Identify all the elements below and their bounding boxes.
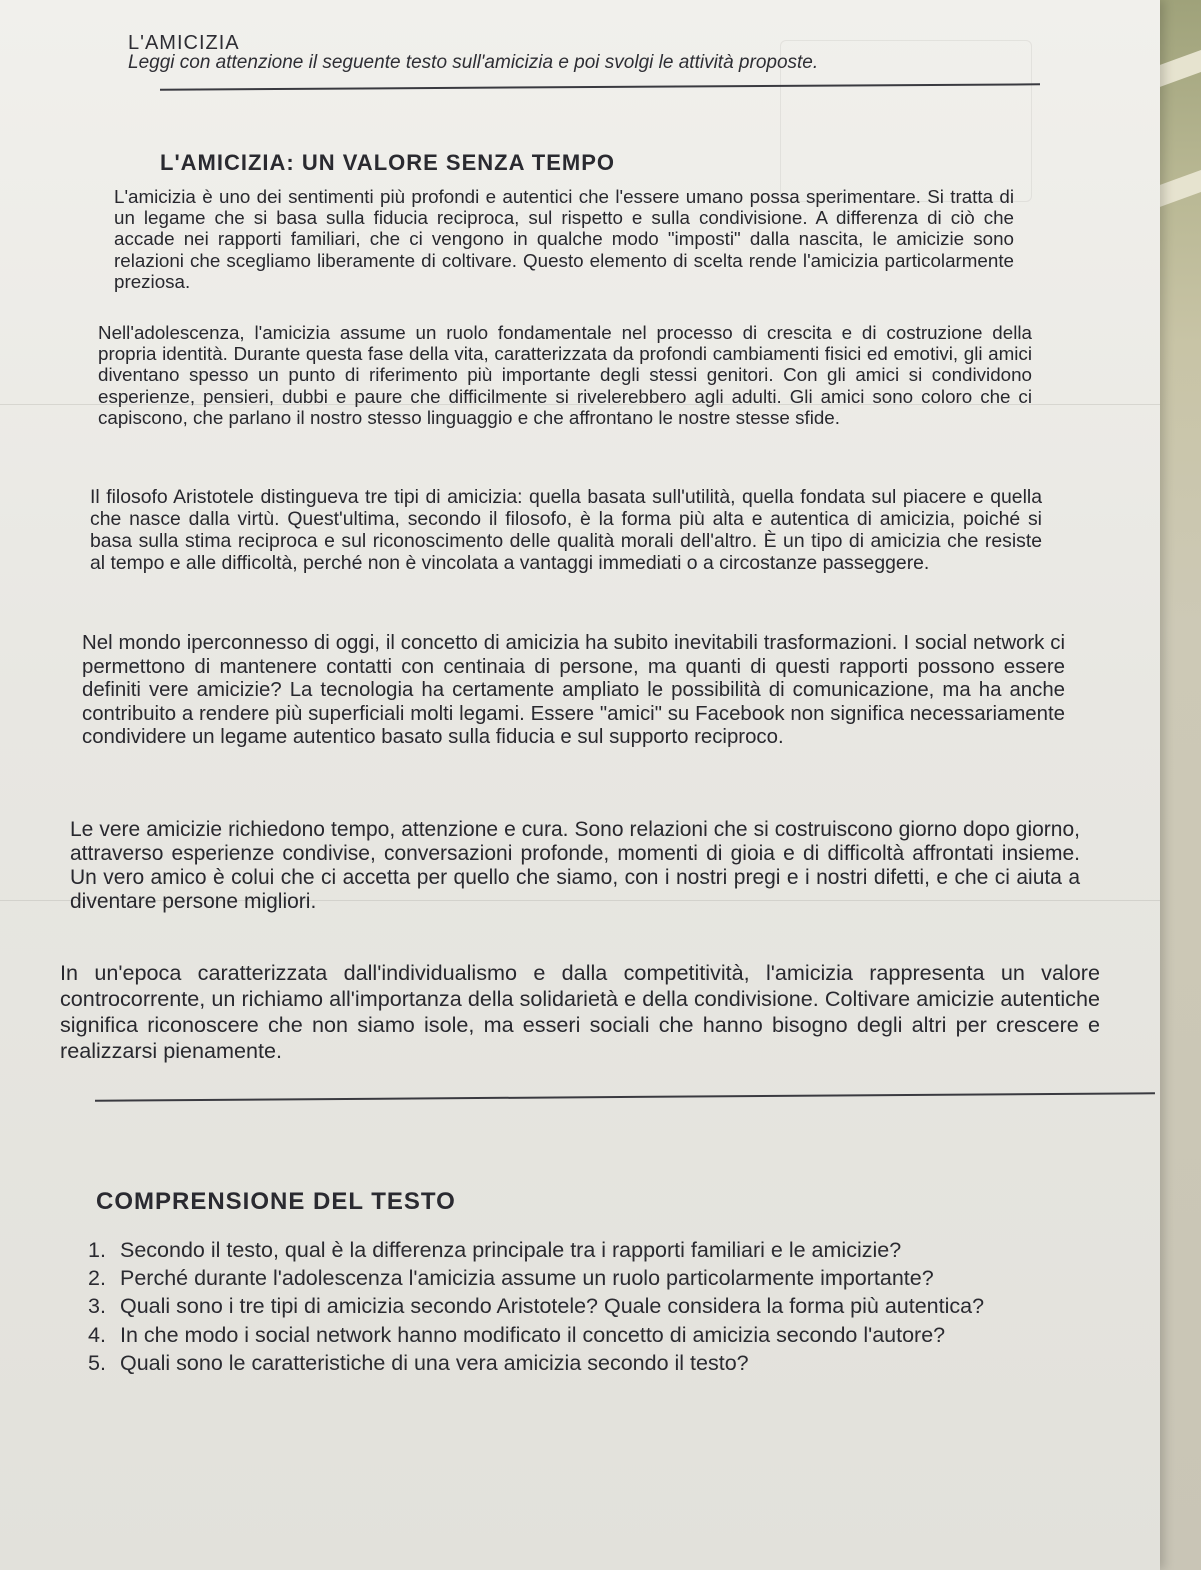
article-paragraph-4: Nel mondo iperconnesso di oggi, il concetto di amicizia ha subito inevitabili trasformazioni. I social network ci permettono di mantenere contatti con centinaia di persone, ma quanti di questi rapporti possono essere definiti vere amicizie? La tecnologia ha certamente ampliato le possibilità di comunicazione, ma ha anche contribuito a rendere più superficiali molti legami. Essere "amici" su Facebook non significa necessariamente condividere un legame autentico basato sulla fiducia e sul supporto reciproco.	[82, 632, 1065, 748]
article-paragraph-2: Nell'adolescenza, l'amicizia assume un ruolo fondamentale nel processo di crescita e di costruzione della propria identità. Durante questa fase della vita, caratterizzata da profondi cambiamenti fisici ed emotivi, gli amici diventano spesso un punto di riferimento più importante degli stessi genitori. Con gli amici si condividono esperienze, pensieri, dubbi e paure che difficilmente si rivelerebbero agli adulti. Gli amici sono coloro che ci capiscono, che parlano il nostro stesso linguaggio e che affrontano le nostre stesse sfide.	[98, 322, 1032, 428]
question-number: 1.	[88, 1238, 106, 1262]
article-paragraph-5: Le vere amicizie richiedono tempo, attenzione e cura. Sono relazioni che si costruiscono giorno dopo giorno, attraverso esperienze condivise, conversazioni profonde, momenti di gioia e di difficoltà affrontati insieme. Un vero amico è colui che ci accetta per quello che siamo, con i nostri pregi e i nostri difetti, e che ci aiuta a diventare persone migliori.	[70, 818, 1080, 913]
question-text: Quali sono i tre tipi di amicizia secondo Aristotele? Quale considera la forma più autentica?	[120, 1294, 985, 1319]
worksheet-header: L'AMICIZIA	[128, 32, 240, 54]
question-text: Secondo il testo, qual è la differenza principale tra i rapporti familiari e le amicizie?	[120, 1238, 902, 1262]
question-number: 4.	[88, 1322, 106, 1347]
article-title: L'AMICIZIA: UN VALORE SENZA TEMPO	[160, 150, 615, 175]
section-divider	[95, 1092, 1155, 1101]
question-item	[88, 1264, 1138, 1292]
question-number: 2.	[88, 1266, 106, 1291]
question-item	[88, 1349, 1138, 1377]
question-text: Quali sono le caratteristiche di una vera amicizia secondo il testo?	[120, 1350, 749, 1375]
question-number: 3.	[88, 1294, 106, 1319]
question-item	[88, 1292, 1138, 1320]
article-paragraph-3: Il filosofo Aristotele distingueva tre tipi di amicizia: quella basata sull'utilità, quella fondata sul piacere e quella che nasce dalla virtù. Quest'ultima, secondo il filosofo, è la forma più alta e autentica di amicizia, poiché si basa sulla stima reciproca e sul riconoscimento delle qualità morali dell'altro. È un tipo di amicizia che resiste al tempo e alle difficoltà, perché non è vincolata a vantaggi immediati o a circostanze passeggere.	[90, 486, 1042, 574]
question-item	[88, 1236, 1138, 1264]
question-list	[88, 1236, 1138, 1377]
instructions-text: Leggi con attenzione il seguente testo sull'amicizia e poi svolgi le attività proposte.	[128, 52, 819, 73]
comprehension-title: COMPRENSIONE DEL TESTO	[96, 1188, 456, 1215]
article-paragraph-6: In un'epoca caratterizzata dall'individualismo e dalla competitività, l'amicizia rappresenta un valore controcorrente, un richiamo all'importanza della solidarietà e della condivisione. Coltivare amicizie autentiche significa riconoscere che non siamo isole, ma esseri sociali che hanno bisogno degli altri per crescere e realizzarsi pienamente.	[60, 960, 1100, 1063]
question-text: In che modo i social network hanno modificato il concetto di amicizia secondo l'autore?	[120, 1322, 946, 1347]
question-number: 5.	[88, 1350, 106, 1375]
question-item	[88, 1321, 1138, 1349]
question-text: Perché durante l'adolescenza l'amicizia assume un ruolo particolarmente importante?	[120, 1266, 934, 1291]
article-paragraph-1: L'amicizia è uno dei sentimenti più profondi e autentici che l'essere umano possa sperimentare. Si tratta di un legame che si basa sulla fiducia reciproca, sul rispetto e sulla condivisione. A differenza di ciò che accade nei rapporti familiari, che ci vengono in qualche modo "imposti" dalla nascita, le amicizie sono relazioni che scegliamo liberamente di coltivare. Questo elemento di scelta rende l'amicizia particolarmente preziosa.	[114, 186, 1014, 292]
